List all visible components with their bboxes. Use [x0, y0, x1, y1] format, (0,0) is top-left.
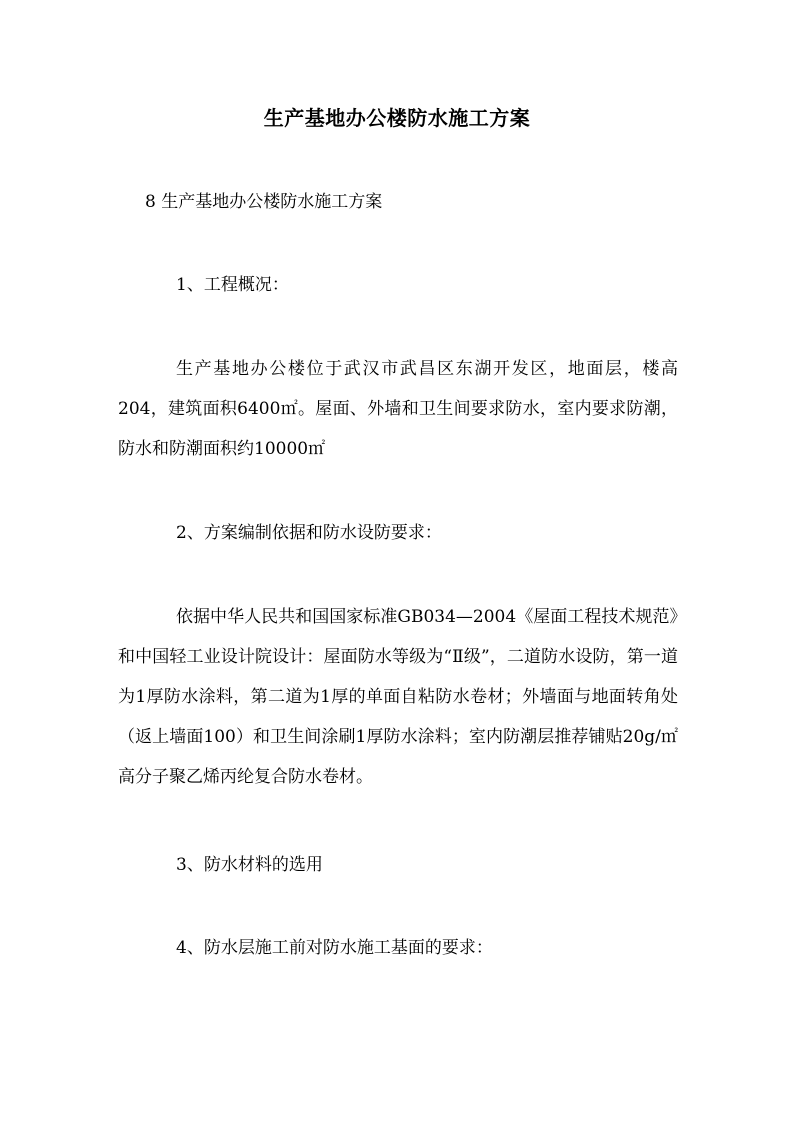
section-heading-basis: 2、方案编制依据和防水设防要求：	[176, 523, 442, 543]
overview-paragraph: 生产基地办公楼位于武汉市武昌区东湖开发区，地面层，楼高204，建筑面积6400㎡。屋面、外墙和卫生间要求防水，室内要求防潮，防水和防潮面积约10000㎡	[118, 359, 678, 459]
section-heading-substrate: 4、防水层施工前对防水施工基面的要求：	[176, 938, 493, 958]
chapter-heading: 8 生产基地办公楼防水施工方案	[145, 192, 383, 212]
basis-paragraph: 依据中华人民共和国国家标准GB034—2004《屋面工程技术规范》和中国轻工业设计院设计：屋面防水等级为“Ⅱ级”，二道防水设防，第一道为1厚防水涂料，第二道为1厚的单面自粘防水卷材；外墙面与地面转角处（返上墙面100）和卫生间涂刷1厚防水涂料；室内防潮层推荐铺贴20g/㎡高分子聚乙烯丙纶复合防水卷材。	[118, 607, 678, 787]
document-title: 生产基地办公楼防水施工方案	[263, 106, 531, 130]
section-heading-materials: 3、防水材料的选用	[176, 855, 323, 875]
section-heading-overview: 1、工程概况：	[176, 275, 289, 295]
